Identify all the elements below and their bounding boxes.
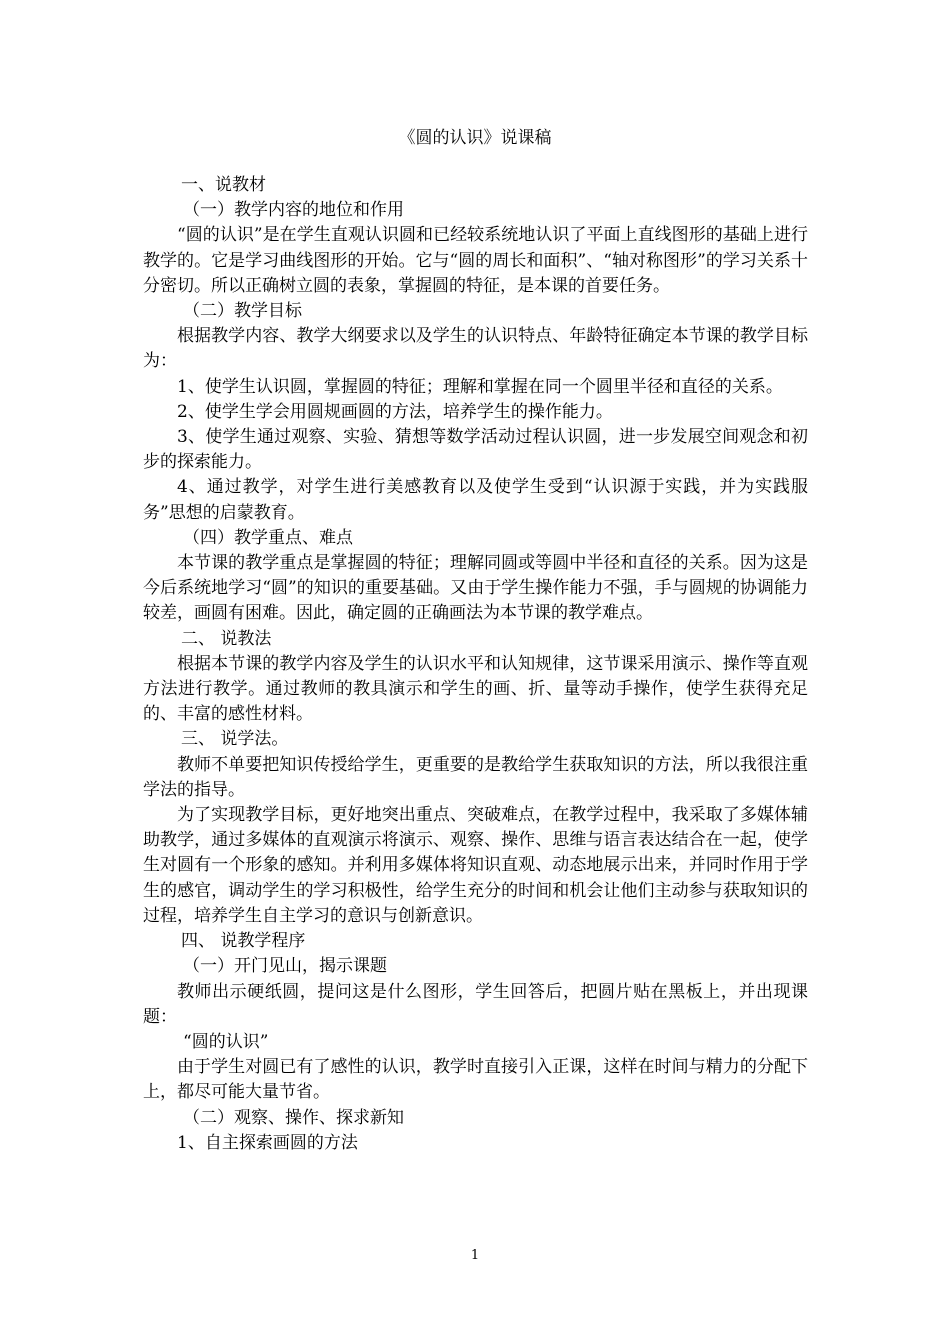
subsection-heading: （一）开门见山，揭示课题: [183, 956, 387, 977]
page-number: 1: [470, 1248, 480, 1263]
subsection-heading: （二）观察、操作、探求新知: [183, 1107, 404, 1128]
body-paragraph: 根据本节课的教学内容及学生的认识水平和认知规律，这节课采用演示、操作等直观方法进行教学。通过教师的教具演示和学生的画、折、量等动手操作，使学生获得充足的、丰富的感性材料。: [143, 653, 808, 725]
section-heading: 一、说教材: [181, 175, 266, 195]
body-paragraph: 4、通过教学，对学生进行美感教育以及使学生受到“认识源于实践，并为实践服务”思想的启蒙教育。: [143, 477, 808, 523]
body-paragraph: 由于学生对圆已有了感性的认识，教学时直接引入正课，这样在时间与精力的分配下上，都尽可能大量节省。: [143, 1057, 808, 1103]
body-paragraph: 根据教学内容、教学大纲要求以及学生的认识特点、年龄特征确定本节课的教学目标为：: [143, 326, 808, 372]
body-paragraph: 3、使学生通过观察、实验、猜想等数学活动过程认识圆，进一步发展空间观念和初步的探索能力。: [143, 427, 808, 473]
section-heading: 四、 说教学程序: [181, 931, 306, 952]
section-heading: 三、 说学法。: [181, 729, 289, 750]
body-paragraph: 1、使学生认识圆，掌握圆的特征；理解和掌握在同一个圆里半径和直径的关系。: [177, 376, 783, 397]
subsection-heading: （一）教学内容的地位和作用: [183, 200, 404, 221]
document-body: [143, 173, 808, 1156]
subsection-heading: “圆的认识”: [183, 1031, 269, 1052]
document-title: 《圆的认识》说课稿: [398, 128, 552, 148]
body-paragraph: 教师不单要把知识传授给学生，更重要的是教给学生获取知识的方法，所以我很注重学法的指导。: [143, 754, 808, 800]
body-paragraph: “圆的认识”是在学生直观认识圆和已经较系统地认识了平面上直线图形的基础上进行教学的。它是学习曲线图形的开始。它与“圆的周长和面积”、“轴对称图形”的学习关系十分密切。所以正确树立圆的表象，掌握圆的特征，是本课的首要任务。: [143, 225, 808, 296]
body-paragraph: 为了实现教学目标，更好地突出重点、突破难点，在教学过程中，我采取了多媒体辅助教学，通过多媒体的直观演示将演示、观察、操作、思维与语言表达结合在一起，使学生对圆有一个形象的感知。并利用多媒体将知识直观、动态地展示出来，并同时作用于学生的感官，调动学生的学习积极性，给学生充分的时间和机会让他们主动参与获取知识的过程，培养学生自主学习的意识与创新意识。: [143, 805, 808, 926]
body-paragraph: 1、自主探索画圆的方法: [177, 1132, 358, 1153]
body-paragraph: 教师出示硬纸圆，提问这是什么图形，学生回答后，把圆片贴在黑板上，并出现课题：: [143, 981, 808, 1027]
subsection-heading: （四）教学重点、难点: [183, 527, 353, 548]
section-heading: 二、 说教法: [181, 628, 272, 649]
body-paragraph: 2、使学生学会用圆规画圆的方法，培养学生的操作能力。: [177, 401, 613, 422]
subsection-heading: （二）教学目标: [183, 301, 302, 322]
body-paragraph: 本节课的教学重点是掌握圆的特征；理解同圆或等圆中半径和直径的关系。因为这是今后系统地学习“圆”的知识的重要基础。又由于学生操作能力不强，手与圆规的协调能力较差，画圆有困难。因此，确定圆的正确画法为本节课的教学难点。: [143, 553, 808, 624]
